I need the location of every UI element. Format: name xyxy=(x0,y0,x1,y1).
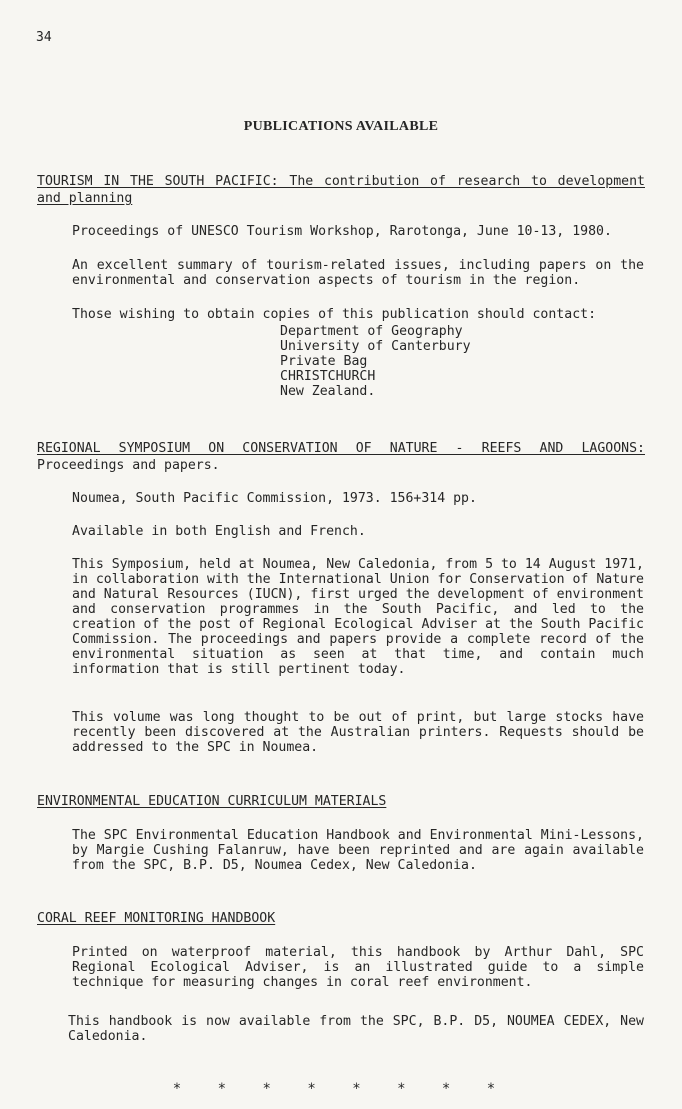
address-line: CHRISTCHURCH xyxy=(280,369,376,384)
address-line: Department of Geography xyxy=(280,324,463,339)
education-title xyxy=(37,793,645,810)
symposium-paragraph-4: This volume was long thought to be out of print, but large stocks have recently been discovered at the Australian printers. Requests should be addressed to the SPC in Noumea. xyxy=(72,710,644,755)
address-line: University of Canterbury xyxy=(280,339,471,354)
symposium-paragraph-3: This Symposium, held at Noumea, New Caledonia, from 5 to 14 August 1971, in collaboration with the International Union for Conservation of Nature and Natural Resources (IUCN), first urged the development of environment and conservation programmes in the South Pacific, and led to the creation of the post of Regional Ecological Adviser at the South Pacific Commission. The proceedings and papers provide a complete record of the environmental situation as seen at that time, and contain much information that is still pertinent today. xyxy=(72,557,644,677)
coral-paragraph-2: This handbook is now available from the SPC, B.P. D5, NOUMEA CEDEX, New Caledonia. xyxy=(68,1014,644,1044)
education-paragraph-1: The SPC Environmental Education Handbook and Environmental Mini-Lessons, by Margie Cushing Falanruw, have been reprinted and are again available from the SPC, B.P. D5, Noumea Cedex, New Caledonia. xyxy=(72,828,644,873)
page-heading: PUBLICATIONS AVAILABLE xyxy=(243,119,439,134)
tourism-title-text: TOURISM IN THE SOUTH PACIFIC: The contribution of research to development and planning xyxy=(37,174,645,206)
tourism-paragraph-1: Proceedings of UNESCO Tourism Workshop, Rarotonga, June 10-13, 1980. xyxy=(72,224,612,239)
symposium-paragraph-2: Available in both English and French. xyxy=(72,524,366,539)
education-title-text: ENVIRONMENTAL EDUCATION CURRICULUM MATERIALS xyxy=(37,794,387,809)
coral-title-text: CORAL REEF MONITORING HANDBOOK xyxy=(37,911,276,926)
symposium-title xyxy=(37,440,645,457)
coral-paragraph-1: Printed on waterproof material, this handbook by Arthur Dahl, SPC Regional Ecological Adviser, is an illustrated guide to a simple technique for measuring changes in coral reef environment. xyxy=(72,945,644,990)
address-line: Private Bag xyxy=(280,354,368,369)
contact-address xyxy=(280,324,471,399)
page-number: 34 xyxy=(36,30,52,45)
symposium-paragraph-1: Noumea, South Pacific Commission, 1973. 156+314 pp. xyxy=(72,491,477,506)
symposium-title-text: REGIONAL SYMPOSIUM ON CONSERVATION OF NATURE - REEFS AND LAGOONS: xyxy=(37,441,645,456)
tourism-paragraph-3: Those wishing to obtain copies of this publication should contact: xyxy=(72,307,597,322)
coral-title xyxy=(37,910,645,927)
address-line: New Zealand. xyxy=(280,384,376,399)
end-of-section-mark: * * * * * * * * xyxy=(172,1081,510,1097)
tourism-title xyxy=(37,173,645,207)
tourism-paragraph-2: An excellent summary of tourism-related issues, including papers on the environmental and conservation aspects of tourism in the region. xyxy=(72,258,644,288)
symposium-subtitle: Proceedings and papers. xyxy=(37,458,220,473)
